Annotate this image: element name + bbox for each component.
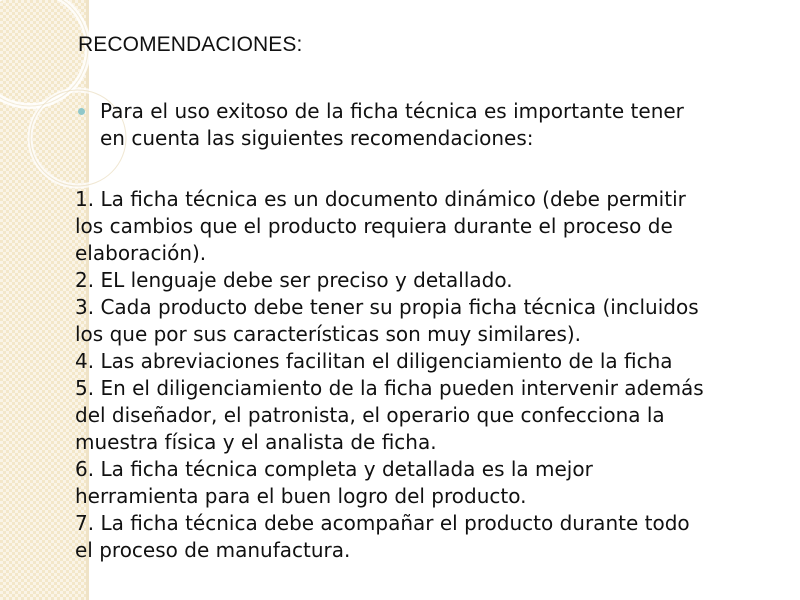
bullet-dot-icon — [78, 108, 85, 115]
recommendations-list — [75, 186, 785, 564]
recommendation-item-7: 7. La ficha técnica debe acompañar el producto durante todo el proceso de manufactura. — [75, 511, 690, 562]
recommendation-item-2: 2. EL lenguaje debe ser preciso y detallado. — [75, 268, 513, 292]
recommendation-item-4: 4. Las abreviaciones facilitan el diligenciamiento de la ficha — [75, 349, 673, 373]
recommendation-item-1: 1. La ficha técnica es un documento dinámico (debe permitir los cambios que el producto requiera durante el proceso de elaboración). — [75, 187, 686, 265]
recommendation-item-5: 5. En el diligenciamiento de la ficha pueden intervenir además del diseñador, el patronista, el operario que confecciona la muestra física y el analista de ficha. — [75, 376, 704, 454]
recommendation-item-6: 6. La ficha técnica completa y detallada es la mejor herramienta para el buen logro del producto. — [75, 457, 593, 508]
intro-bullet-text: Para el uso exitoso de la ficha técnica es importante tener en cuenta las siguientes recomendaciones: — [100, 99, 684, 150]
recommendation-item-3: 3. Cada producto debe tener su propia ficha técnica (incluidos los que por sus características son muy similares). — [75, 295, 699, 346]
intro-bullet — [78, 98, 778, 152]
slide-title: RECOMENDACIONES: — [78, 33, 303, 56]
